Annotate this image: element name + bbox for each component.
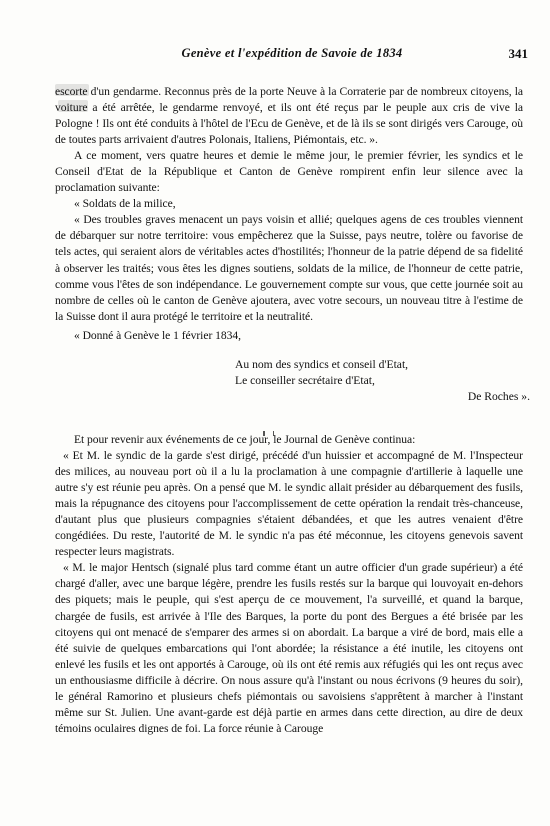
ink-smudge	[58, 100, 88, 112]
running-title: Genève et l'expédition de Savoie de 1834	[181, 46, 403, 60]
signature-line-authority: Au nom des syndics et conseil d'Etat,	[235, 358, 409, 371]
print-marks	[263, 421, 287, 427]
page-number: 341	[508, 46, 528, 61]
text-block-bottom	[55, 432, 523, 737]
signature-line-name: De Roches ».	[467, 390, 530, 404]
paragraph-syndic: « Et M. le syndic de la garde s'est dirigé, précédé d'un huissier et accompagné de M. l'Inspecteur des milices, au nouveau port où il a lu la proclamation à une compagnie d'artillerie à laquelle une autre s'y est réunie peu après. On a pensé que M. le syndic allait présider au débarquement des fusils, mais la répugnance des citoyens pour l'accomplissement de cette opération la rendait très-chanceuse, d'autant plus que plusieurs compagnies s'étaient débandées, et que les autres venaient d'être congédiées. Du reste, l'autorité de M. le syndic n'a pas été méconnue, les citoyens genevois savent respecter leurs magistrats.	[55, 449, 523, 559]
paragraph-major-hentsch: « M. le major Hentsch (signalé plus tard comme étant un autre officier d'un grade supérieur) a été chargé d'aller, avec une barque légère, prendre les fusils restés sur la barque qui louvoyait en-dehors des piquets; mais le peuple, qui s'est aperçu de ce mouvement, l'a surveillé, et quand la barque, chargée de fusils, est arrivée à l'Ile des Barques, la porte du pont des Bergues a été brisée par les citoyens qui ont menacé de s'emparer des armes si on abordait. La barque a viré de bord, mais elle a été suivie de quelques embarcations qui l'ont abordée; la résistance a été inutile, les citoyens ont enlevé les fusils et les ont apportés à Carouge, où ils ont été remis aux réfugiés qui les ont reçus avec un enthousiasme difficile à décrire. On nous assure qu'à l'instant ou nous écrivons (9 heures du soir), le général Ramorino et plusieurs chefs piémontais ou savoisiens s'apprêtent à marcher à l'instant même sur St. Julien. Une avant-garde est déjà partie en armes dans cette direction, au dire de deux témoins oculaires dignes de foi. La force réunie à Carouge	[55, 561, 523, 735]
paragraph-proclamation-intro: A ce moment, vers quatre heures et demie le même jour, le premier février, les syndics et le Conseil d'Etat de la République et Canton de Genève rompirent enfin leur silence avec la proclamation suivante:	[55, 149, 523, 195]
running-head	[56, 46, 528, 64]
ink-smudge	[55, 84, 89, 96]
signature-block	[235, 357, 530, 405]
signature-line-secretary: Le conseiller secrétaire d'Etat,	[235, 374, 375, 388]
paragraph-arrest: escorte d'un gendarme. Reconnus près de la porte Neuve à la Corraterie par de nombreux citoyens, la voiture a été arrêtée, le gendarme renvoyé, et ils ont été reçus par le peuple aux cris de vive la Pologne ! Ils ont été conduits à l'hôtel de l'Ecu de Genève, et de là ils se sont dirigés vers Carouge, où de toutes parts arrivaient d'autres Polonais, Italiens, Piémontais, etc. ».	[55, 85, 523, 147]
text-block-top	[55, 84, 523, 344]
paragraph-journal-intro: Et pour revenir aux événements de ce jour, le Journal de Genève continua:	[74, 433, 416, 446]
paragraph-proclamation-body: « Des troubles graves menacent un pays voisin et allié; quelques agens de ces troubles viennent de débarquer sur notre territoire: vous empêcherez que la Suisse, pays neutre, tolère ou favorise de tels actes, qui seraient alors de véritables actes d'hostilités; l'honneur de la patrie dépend de sa fidelité à observer les traités; vous êtes les dignes soutiens, soldats de la milice, de l'honneur de cette patrie, comme vous l'êtes de son indépendance. Le gouvernement compte sur vous, que cette journée soit au nombre de celles où le canton de Genève ajoutera, avec votre secours, un nouveau titre à l'estime de la Suisse dont il aura protégé le territoire et la neutralité.	[55, 213, 523, 323]
paragraph-dateline: « Donné à Genève le 1 février 1834,	[74, 328, 241, 342]
paragraph-salutation: « Soldats de la milice,	[74, 197, 176, 211]
